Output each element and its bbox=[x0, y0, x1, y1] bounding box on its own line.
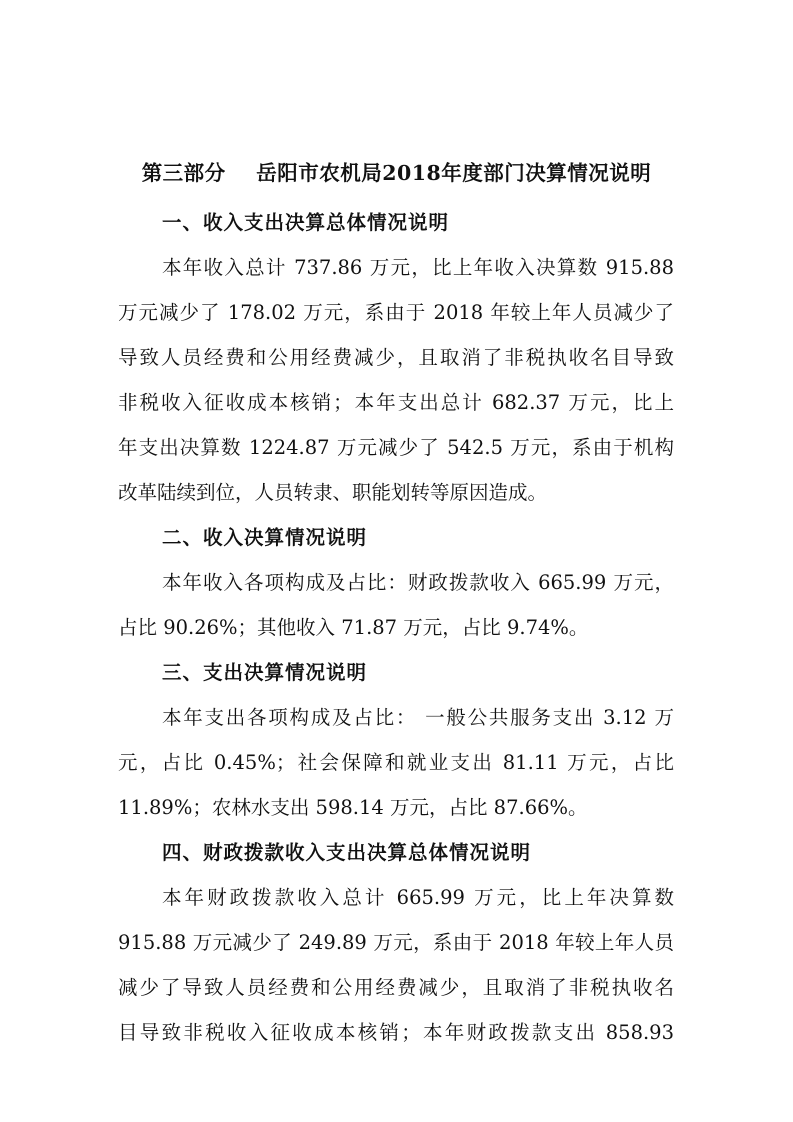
section-heading-1: 一、收入支出决算总体情况说明 bbox=[162, 211, 450, 234]
page-title: 第三部分 岳阳市农机局2018年度部门决算情况说明 bbox=[141, 161, 652, 185]
paragraph-line: 占比 90.26%；其他收入 71.87 万元，占比 9.74%。 bbox=[118, 616, 589, 639]
paragraph-line: 本年财政拨款收入总计 665.99 万元，比上年决算数 bbox=[162, 886, 674, 909]
paragraph-line: 915.88 万元减少了 249.89 万元，系由于 2018 年较上年人员 bbox=[118, 931, 674, 954]
section-heading-4: 四、财政拨款收入支出决算总体情况说明 bbox=[162, 841, 532, 864]
paragraph-line: 年支出决算数 1224.87 万元减少了 542.5 万元，系由于机构 bbox=[118, 436, 674, 459]
paragraph-line: 导致人员经费和公用经费减少，且取消了非税执收名目导致 bbox=[118, 346, 674, 369]
section-heading-3: 三、支出决算情况说明 bbox=[162, 661, 368, 684]
paragraph-line: 本年收入各项构成及占比：财政拨款收入 665.99 万元， bbox=[162, 571, 674, 594]
paragraph-line: 本年收入总计 737.86 万元，比上年收入决算数 915.88 bbox=[162, 256, 674, 279]
paragraph-line: 本年支出各项构成及占比： 一般公共服务支出 3.12 万 bbox=[162, 706, 674, 729]
paragraph-line: 非税收入征收成本核销；本年支出总计 682.37 万元，比上 bbox=[118, 391, 674, 414]
paragraph-line: 万元减少了 178.02 万元，系由于 2018 年较上年人员减少了 bbox=[118, 301, 674, 324]
section-heading-2: 二、收入决算情况说明 bbox=[162, 526, 368, 549]
paragraph-line: 元，占比 0.45%；社会保障和就业支出 81.11 万元，占比 bbox=[118, 751, 674, 774]
paragraph-line: 减少了导致人员经费和公用经费减少，且取消了非税执收名 bbox=[118, 976, 674, 999]
paragraph-line: 11.89%；农林水支出 598.14 万元，占比 87.66%。 bbox=[118, 796, 588, 819]
paragraph-line: 改革陆续到位，人员转隶、职能划转等原因造成。 bbox=[118, 481, 548, 504]
paragraph-line: 目导致非税收入征收成本核销；本年财政拨款支出 858.93 bbox=[118, 1021, 674, 1044]
